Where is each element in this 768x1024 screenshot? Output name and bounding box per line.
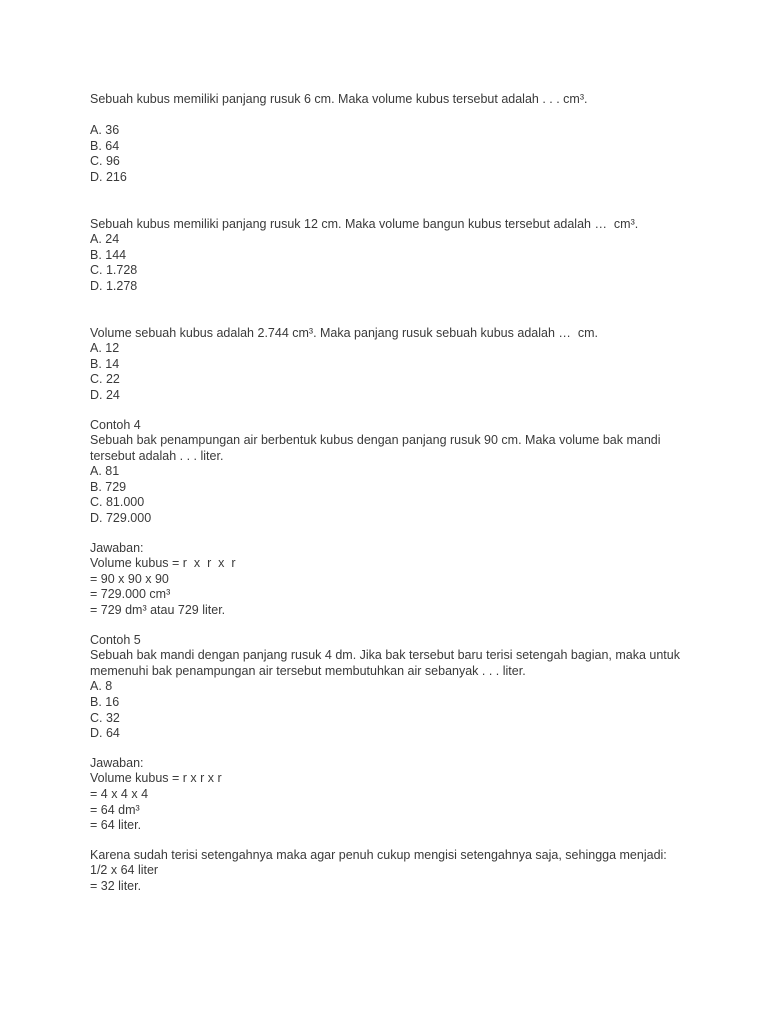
question-1-text: Sebuah kubus memiliki panjang rusuk 6 cm. Maka volume kubus tersebut adalah . . . cm³. bbox=[90, 92, 588, 106]
example-4-answer-line: = 729.000 cm³ bbox=[90, 587, 171, 602]
question-2-text: Sebuah kubus memiliki panjang rusuk 12 cm. Maka volume bangun kubus tersebut adalah … cm³. bbox=[90, 216, 639, 231]
example-5-explanation: Karena sudah terisi setengahnya maka agar penuh cukup mengisi setengahnya saja, sehingga menjadi: bbox=[90, 847, 667, 862]
example-4-option-b: B. 729 bbox=[90, 479, 127, 494]
example-5-option-d: D. 64 bbox=[90, 726, 120, 741]
example-5-answer-line: = 64 liter. bbox=[90, 818, 142, 833]
question-2-option-a: A. 24 bbox=[90, 232, 120, 247]
example-5-answer-heading: Jawaban: bbox=[90, 755, 144, 770]
example-4-option-d: D. 729.000 bbox=[90, 511, 152, 526]
question-2 bbox=[90, 217, 690, 295]
example-4-heading: Contoh 4 bbox=[90, 417, 141, 432]
example-4-option-c: C. 81.000 bbox=[90, 495, 145, 510]
example-5-heading: Contoh 5 bbox=[90, 632, 141, 647]
example-4-answer-line: = 90 x 90 x 90 bbox=[90, 571, 169, 586]
question-2-option-c: C. 1.728 bbox=[90, 263, 138, 278]
example-5 bbox=[90, 633, 690, 895]
example-5-answer-line: = 4 x 4 x 4 bbox=[90, 786, 149, 801]
question-3 bbox=[90, 326, 690, 404]
question-3-text: Volume sebuah kubus adalah 2.744 cm³. Maka panjang rusuk sebuah kubus adalah … cm. bbox=[90, 325, 598, 340]
question-2-option-b: B. 144 bbox=[90, 247, 127, 262]
question-1-option-a: A. 36 bbox=[90, 123, 120, 138]
question-1 bbox=[90, 92, 690, 186]
example-4-answer-line: = 729 dm³ atau 729 liter. bbox=[90, 603, 226, 618]
document-page bbox=[90, 92, 690, 895]
example-4-answer-line: Volume kubus = r x r x r bbox=[90, 556, 236, 571]
example-5-final-line: 1/2 x 64 liter bbox=[90, 863, 159, 878]
example-5-option-b: B. 16 bbox=[90, 695, 120, 709]
question-1-option-b: B. 64 bbox=[90, 138, 120, 153]
example-5-answer-line: Volume kubus = r x r x r bbox=[90, 771, 222, 786]
example-4-answer-heading: Jawaban: bbox=[90, 540, 144, 555]
example-5-option-a: A. 8 bbox=[90, 679, 113, 694]
example-4 bbox=[90, 418, 690, 619]
question-1-option-c: C. 96 bbox=[90, 154, 120, 169]
example-5-answer-line: = 64 dm³ bbox=[90, 802, 140, 817]
question-3-option-b: B. 14 bbox=[90, 356, 120, 371]
example-4-question: Sebuah bak penampungan air berbentuk kubus dengan panjang rusuk 90 cm. Maka volume bak mandi tersebut adalah . . . liter. bbox=[90, 433, 661, 463]
example-5-option-c: C. 32 bbox=[90, 710, 120, 725]
example-4-option-a: A. 81 bbox=[90, 464, 120, 479]
question-2-option-d: D. 1.278 bbox=[90, 278, 138, 293]
question-3-option-d: D. 24 bbox=[90, 387, 120, 402]
example-5-question: Sebuah bak mandi dengan panjang rusuk 4 dm. Jika bak tersebut baru terisi setengah bagian, maka untuk memenuhi bak penampungan air tersebut membutuhkan air sebanyak . . . liter. bbox=[90, 648, 680, 678]
question-3-option-c: C. 22 bbox=[90, 372, 120, 387]
question-1-option-d: D. 216 bbox=[90, 169, 127, 184]
example-5-final-line: = 32 liter. bbox=[90, 878, 142, 893]
question-3-option-a: A. 12 bbox=[90, 341, 120, 356]
